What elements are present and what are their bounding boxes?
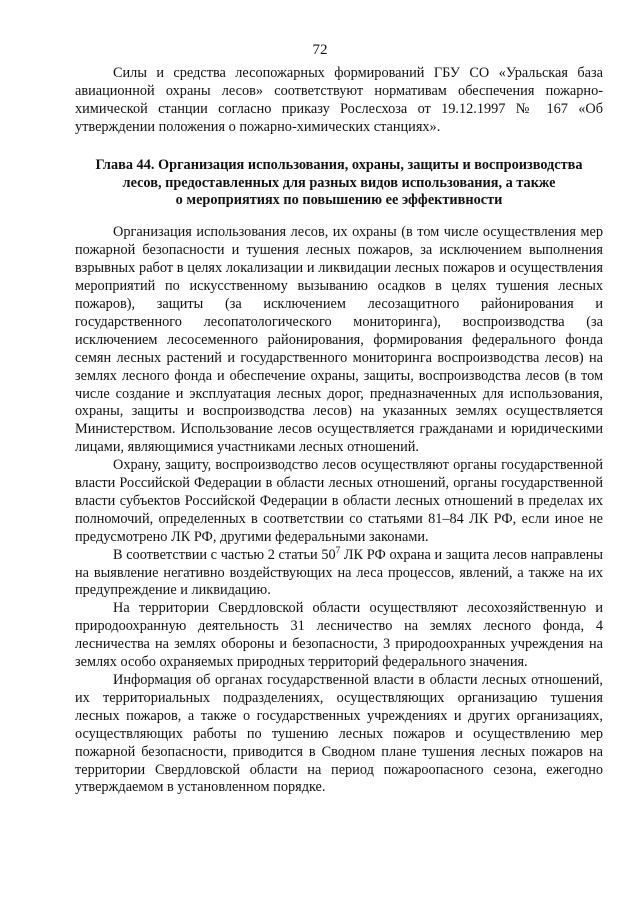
- paragraph-article-text-after: ЛК РФ охрана и защита лесов направлены на выявление негативно воздействующих на леса процессов, явлений, а также на их предупреждение и ликвидацию.: [75, 546, 603, 599]
- paragraph-article-text-before: В соответствии с частью 2 статьи 50: [113, 546, 336, 563]
- chapter-title-line-2: лесов, предоставленных для разных видов использования, а также: [122, 174, 556, 191]
- page-content: [75, 65, 603, 797]
- paragraph-article-50-7: [75, 544, 603, 601]
- paragraph-organization: Организация использования лесов, их охраны (в том числе осуществления мер пожарной безопасности и тушения лесных пожаров, за исключением выполнения взрывных работ в целях локализации и ликвидации лесных пожаров и осуществления мероприятий по искусственному вызыванию осадков в целях тушения лесных пожаров), защиты (за исключением лесозащитного районирования и государственного лесопатологического мониторинга), воспроизводства (за исключением лесосеменного районирования, формирования федерального фонда семян лесных растений и государственного мониторинга воспроизводства лесов) на землях лесного фонда и обеспечение охраны, защиты, воспроизводства лесов (в том числе создание и эксплуатация лесных дорог, предназначенных для использования, охраны, защиты и воспроизводства лесов) на указанных землях осуществляется Министерством. Использование лесов осуществляется гражданами и юридическими лицами, являющимися участниками лесных отношений.: [75, 224, 603, 456]
- page-number: 72: [312, 42, 328, 58]
- paragraph-protection-authorities: Охрану, защиту, воспроизводство лесов осуществляют органы государственной власти Российской Федерации в области лесных отношений, органы государственной власти субъектов Российской Федерации в области лесных отношений в пределах их полномочий, определенных в соответствии со статьями 81–84 ЛК РФ, если иное не предусмотрено ЛК РФ, другими федеральными законами.: [75, 457, 603, 545]
- article-superscript: 7: [335, 544, 341, 555]
- chapter-title-line-3: о мероприятиях по повышению ее эффективности: [175, 192, 503, 209]
- paragraph-fire-plan: Информация об органах государственной власти в области лесных отношений, их территориальных подразделениях, осуществляющих организацию тушения лесных пожаров, а также о государственных учреждениях и других организациях, осуществляющих работы по тушению лесных пожаров и осуществлению мер пожарной безопасности, приводится в Сводном плане тушения лесных пожаров на территории Свердловской области на период пожароопасного сезона, ежегодно утверждаемом в установленном порядке.: [75, 672, 603, 796]
- chapter-title: [75, 157, 603, 211]
- chapter-title-line-1: Глава 44. Организация использования, охраны, защиты и воспроизводства: [95, 156, 583, 173]
- intro-paragraph: Силы и средства лесопожарных формирований ГБУ СО «Уральская база авиационной охраны лесов» соответствуют нормативам обеспечения пожарно-химической станции согласно приказу Рослесхоза от 19.12.1997 № 167 «Об утверждении положения о пожарно-химических станциях».: [75, 65, 603, 135]
- paragraph-sverdlovsk-forestries: На территории Свердловской области осуществляют лесохозяйственную и природоохранную деятельность 31 лесничество на землях лесного фонда, 4 лесничества на землях обороны и безопасности, 3 природоохранных учреждения на землях особо охраняемых природных территорий федерального значения.: [75, 600, 603, 671]
